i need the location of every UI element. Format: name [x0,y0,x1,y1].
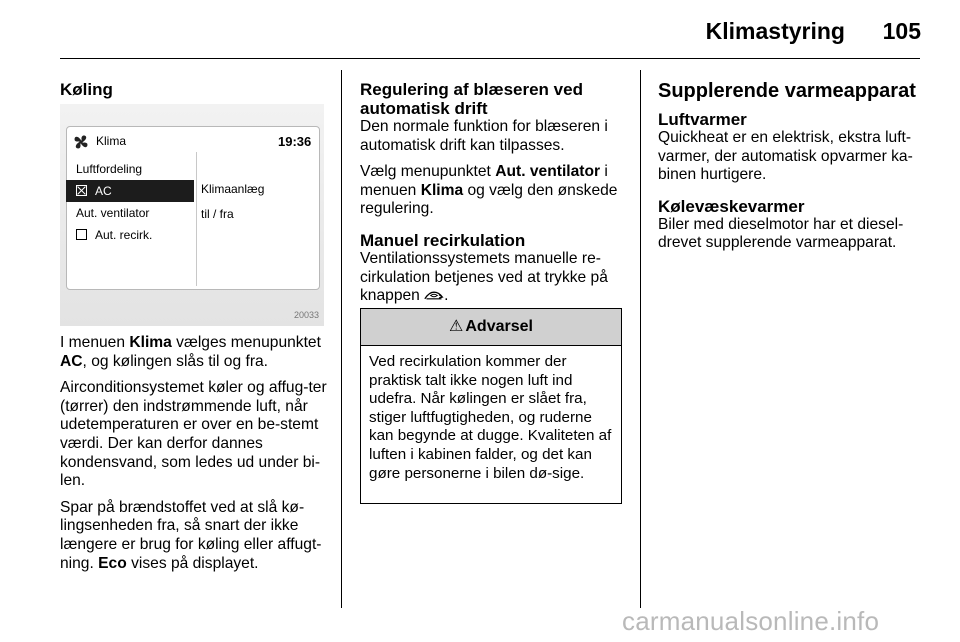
bold-term: Klima [129,334,172,351]
menu-label: Aut. recirk. [95,228,153,242]
subheading-air-heater: Luftvarmer [658,110,747,129]
screen-menu [66,154,194,288]
menu-label: AC [95,184,112,198]
subheading-coolant-heater: Kølevæskevarmer [658,196,805,216]
warning-body: Ved recirkulation kommer der praktisk talt ikke nogen luft ind udefra. Når kølingen er slået fra, stiger luftfugtigheden, og ruderne kan begynde at dugge. Kvaliteten af luften i kabinen falder, og det kan gøre personerne i bilen dø-sige. [369,353,612,482]
menu-item-auto-fan[interactable] [66,202,194,224]
screen-title: Klima [96,134,127,148]
menu-label: Aut. ventilator [76,206,150,220]
menu-label: Luftfordeling [76,162,143,176]
recirculation-icon [424,290,444,301]
column-2 [360,80,626,314]
column-3 [658,80,926,261]
climate-screen-figure [60,104,324,326]
screen-divider [196,152,197,286]
figure-number: 20033 [294,310,320,320]
chapter-title: Klimastyring [705,18,845,44]
text: Ventilationssystemets manuelle re-cirkulation betjenes ved at trykke på knappen [360,249,608,305]
watermark: carmanualsonline.info [622,606,880,636]
fan-icon [72,133,90,151]
text: . [444,287,449,305]
warning-icon: ⚠ [449,318,464,335]
column-1-text [60,334,330,581]
warning-header [361,309,621,346]
bold-term: Eco [98,554,127,572]
menu-item-auto-recirc[interactable] [66,224,194,246]
checkbox-icon [76,229,87,240]
bold-term: Klima [420,181,464,199]
checkbox-checked-icon [76,185,87,196]
text: i menuen [360,163,608,199]
menu-item-ac[interactable] [66,180,194,202]
paragraph [360,163,626,219]
screen-info-value: til / fra [201,207,234,221]
text: vælges menupunktet [171,334,321,351]
screen-clock: 19:36 [278,134,312,149]
text: vises på displayet. [126,554,259,572]
section-heading-recirculation: Manuel recirkulation [360,230,526,250]
page-number: 105 [882,18,921,44]
paragraph: Quickheat er en elektrisk, ekstra luft-varmer, der automatisk opvarmer ka-binen hurtigere. [658,129,913,184]
column-divider-2 [640,70,641,608]
paragraph: Biler med dieselmotor har et diesel-drevet supplerende varmeapparat. [658,215,904,252]
text: Vælg menupunktet [360,163,496,181]
warning-box [360,308,622,504]
paragraph: Den normale funktion for blæseren i automatisk drift kan tilpasses. [360,118,608,154]
paragraph [60,334,330,371]
header-rule [60,58,920,59]
text: , og kølingen slås til og fra. [82,352,269,370]
section-heading-aux-heater: Supplerende varmeapparat [658,80,916,102]
section-heading-fan: Regulering af blæseren ved automatisk drift [360,80,583,118]
menu-item-air-distribution[interactable] [66,158,194,180]
paragraph [360,250,626,306]
screen-info-label: Klimaanlæg [201,182,265,196]
paragraph [60,499,330,573]
paragraph: Airconditionsystemet køler og affug-ter (tørrer) den indstrømmende luft, når udetemperaturen er over en be-stemt værdi. Der kan derfor dannes kondensvand, som ledes ud under bi-len. [60,379,327,490]
text: Spar på brændstoffet ved at slå kø-lingsenheden fra, så snart der ikke længere er brug for køling eller affugt-ning. [60,498,322,572]
column-divider-1 [341,70,342,608]
text: I menuen [60,334,130,351]
section-heading-cooling: Køling [60,80,113,99]
warning-title: Advarsel [465,318,533,335]
bold-term: Aut. ventilator [495,163,601,181]
text: og vælg den ønskede regulering. [360,181,618,218]
bold-term: AC [60,352,83,370]
column-1 [60,80,330,99]
